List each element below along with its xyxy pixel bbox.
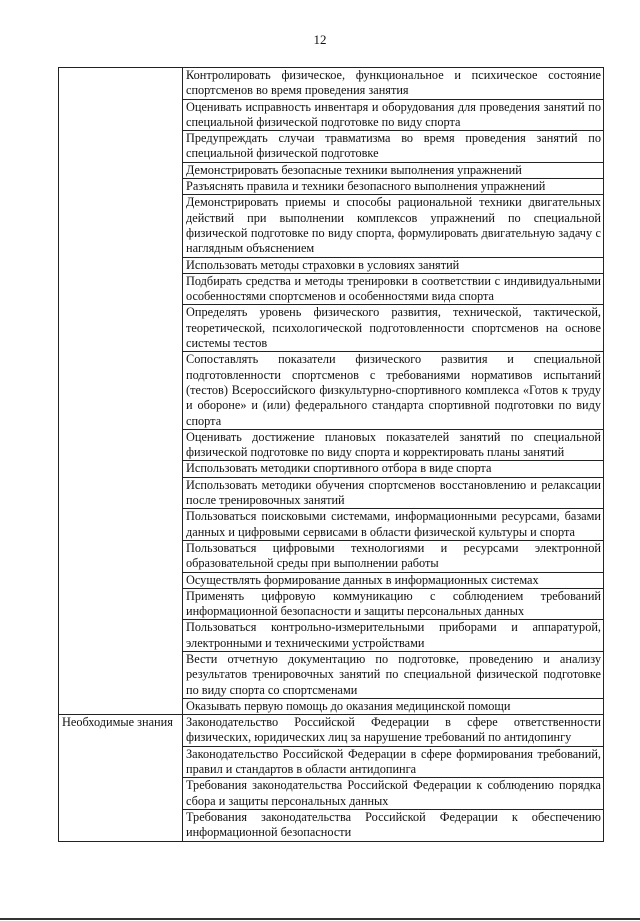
page-number: 12 <box>313 32 327 47</box>
skills-label-cell <box>59 68 183 715</box>
knowledge-label-cell: Необходимые знания <box>59 715 183 841</box>
knowledge-item: Законодательство Российской Федерации в сфере ответственности физических, юридических лиц за нарушение требований по антидопингу <box>183 715 604 747</box>
table-row <box>59 715 604 747</box>
skill-item: Пользоваться контрольно-измерительными приборами и аппаратурой, электронными и техническими устройствами <box>183 620 604 652</box>
skill-item: Подбирать средства и методы тренировки в соответствии с индивидуальными особенностями спортсменов и особенностями вида спорта <box>183 273 604 305</box>
skill-item: Использовать методики спортивного отбора в виде спорта <box>183 461 604 477</box>
knowledge-item: Требования законодательства Российской Федерации к соблюдению порядка сбора и защиты персональных данных <box>183 778 604 810</box>
skill-item: Использовать методы страховки в условиях занятий <box>183 257 604 273</box>
skill-item: Осуществлять формирование данных в информационных системах <box>183 572 604 588</box>
skill-item: Оказывать первую помощь до оказания медицинской помощи <box>183 698 604 714</box>
skill-item: Использовать методики обучения спортсменов восстановлению и релаксации после тренировочных занятий <box>183 477 604 509</box>
skill-item: Разъяснять правила и техники безопасного выполнения упражнений <box>183 179 604 195</box>
skill-item: Контролировать физическое, функциональное и психическое состояние спортсменов во время проведения занятия <box>183 68 604 100</box>
skill-item: Пользоваться цифровыми технологиями и ресурсами электронной образовательной среды при выполнении работы <box>183 540 604 572</box>
skill-item: Оценивать достижение плановых показателей занятий по специальной физической подготовке по виду спорта и корректировать планы занятий <box>183 429 604 461</box>
knowledge-item: Требования законодательства Российской Федерации к обеспечению информационной безопасности <box>183 809 604 841</box>
competency-table <box>58 67 604 842</box>
skill-item: Демонстрировать приемы и способы рациональной техники двигательных действий при выполнении комплексов упражнений по специальной физической подготовке по виду спорта, формулировать двигательную задачу с наглядным объяснением <box>183 195 604 257</box>
skill-item: Оценивать исправность инвентаря и оборудования для проведения занятий по специальной физической подготовке по виду спорта <box>183 99 604 131</box>
table-body <box>59 68 604 842</box>
skill-item: Применять цифровую коммуникацию с соблюдением требований информационной безопасности и защиты персональных данных <box>183 588 604 620</box>
skill-item: Демонстрировать безопасные техники выполнения упражнений <box>183 162 604 178</box>
table-row <box>59 68 604 100</box>
page-bottom-edge <box>0 918 640 920</box>
skill-item: Вести отчетную документацию по подготовке, проведению и анализу результатов тренировочных занятий по специальной физической подготовке по виду спорта со спортсменами <box>183 651 604 698</box>
skill-item: Пользоваться поисковыми системами, информационными ресурсами, базами данных и цифровыми сервисами в области физической культуры и спорта <box>183 509 604 541</box>
skill-item: Сопоставлять показатели физического развития и специальной подготовленности спортсменов с требованиями нормативов испытаний (тестов) Всероссийского физкультурно-спортивного комплекса «Готов к труду и обороне» и (или) федерального стандарта спортивной подготовки по виду спорта <box>183 352 604 429</box>
skill-item: Предупреждать случаи травматизма во время проведения занятий по специальной физической подготовке <box>183 131 604 163</box>
skill-item: Определять уровень физического развития, технической, тактической, теоретической, психологической подготовленности спортсменов на основе системы тестов <box>183 305 604 352</box>
knowledge-item: Законодательство Российской Федерации в сфере формирования требований, правил и стандартов в области антидопинга <box>183 746 604 778</box>
